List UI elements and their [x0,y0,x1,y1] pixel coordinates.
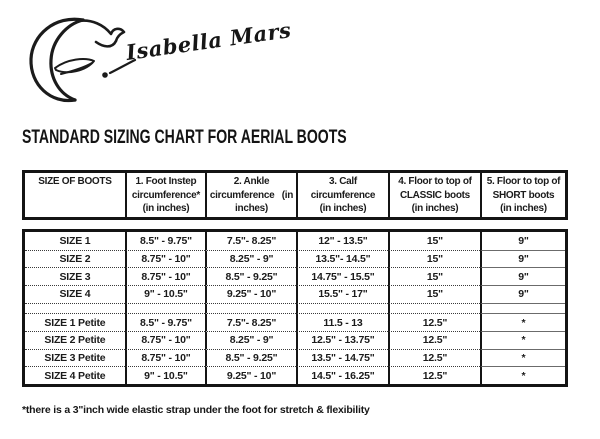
measurement-cell: * [480,349,565,367]
size-label-cell: SIZE 4 Petite [25,366,125,384]
measurement-cell: 8.5" - 9.75" [125,232,205,250]
measurement-cell: 12" - 13.5" [296,232,388,250]
header-line: inches) [235,203,268,214]
measurement-cell: 8.25" - 9" [205,331,296,349]
measurement-cell: 14.75" - 15.5" [296,267,388,285]
measurement-cell: 8.5" - 9.25" [205,349,296,367]
header-line: 3. Calf [329,176,357,187]
measurement-cell: 9.25" - 10" [205,285,296,303]
measurement-cell [296,303,388,314]
header-line: circumference* [131,189,200,201]
measurement-cell: 12.5" - 13.75" [296,331,388,349]
header-line: (in inches) [411,203,459,214]
header-cell-size-of-boots [25,173,125,217]
measurement-cell: 13.5"- 14.5" [296,250,388,268]
measurement-cell: 9.25" - 10" [205,366,296,384]
size-label-cell: SIZE 3 Petite [25,349,125,367]
measurement-cell: 15" [388,267,480,285]
page-title: STANDARD SIZING CHART FOR AERIAL BOOTS [22,127,347,148]
header-line: circumference (in [209,189,294,201]
measurement-cell: 15" [388,250,480,268]
measurement-cell: 8.75" - 10" [125,250,205,268]
measurement-cell: 9" [480,285,565,303]
measurement-cell [125,303,205,314]
size-label-cell: SIZE 3 [25,267,125,285]
size-label-cell [25,303,125,314]
header-line: (in inches) [319,203,367,214]
measurement-cell: 9" - 10.5" [125,366,205,384]
brand-name: Isabella Mars [124,17,293,66]
brand-logo [26,12,138,106]
measurement-cell: * [480,313,565,331]
header-cell-foot-instep [125,173,205,217]
measurement-cell: 7.5"- 8.25" [205,313,296,331]
header-line: 5. Floor to top of [486,176,561,187]
header-cell-short-boots [480,173,565,217]
header-line: SHORT boots [492,189,555,201]
measurement-cell: 12.5" [388,366,480,384]
measurement-cell [480,303,565,314]
measurement-cell: 12.5" [388,313,480,331]
measurement-cell: 8.75" - 10" [125,349,205,367]
header-cell-ankle [205,173,296,217]
header-line: 2. Ankle [233,176,270,187]
measurement-cell: 12.5" [388,349,480,367]
footnote: *there is a 3"inch wide elastic strap under the foot for stretch & flexibility [22,404,370,416]
header-line: SIZE OF BOOTS [38,176,112,187]
header-line: CLASSIC boots [399,189,470,201]
header-line: 1. Foot Instep [135,176,197,187]
measurement-cell [205,303,296,314]
measurement-cell: 8.25" - 9" [205,250,296,268]
measurement-cell: 15.5" - 17" [296,285,388,303]
measurement-cell: 9" - 10.5" [125,285,205,303]
measurement-cell: 15" [388,232,480,250]
header-line: 4. Floor to top of [398,176,472,187]
size-label-cell: SIZE 1 Petite [25,313,125,331]
measurement-cell: * [480,366,565,384]
header-line: circumference [310,189,376,201]
measurement-cell [388,303,480,314]
measurement-cell: 12.5" [388,331,480,349]
size-label-cell: SIZE 1 [59,234,91,247]
measurement-cell: 8.5" - 9.25" [205,267,296,285]
header-cell-calf [296,173,388,217]
header-cell-classic-boots [388,173,480,217]
sizing-table-body [22,229,568,387]
measurement-cell: 15" [388,285,480,303]
measurement-cell: 13.5" - 14.75" [296,349,388,367]
measurement-cell: 11.5 - 13 [296,313,388,331]
sizing-table-header [22,170,568,220]
measurement-cell: 8.5" - 9.75" [125,313,205,331]
measurement-cell: 9" [480,250,565,268]
crescent-bird-sketch-icon [26,12,138,106]
measurement-cell: 14.5" - 16.25" [296,366,388,384]
header-line: (in inches) [500,203,547,214]
measurement-cell: 7.5"- 8.25" [205,232,296,250]
measurement-cell: 9" [480,267,565,285]
measurement-cell: * [480,331,565,349]
measurement-cell: 8.75" - 10" [125,267,205,285]
measurement-cell: 9" [480,232,565,250]
size-label-cell: SIZE 4 [25,285,125,303]
size-label-cell: SIZE 2 Petite [25,331,125,349]
measurement-cell: 8.75" - 10" [125,331,205,349]
size-label-cell: SIZE 2 [25,250,125,268]
header-line: (in inches) [142,203,190,214]
